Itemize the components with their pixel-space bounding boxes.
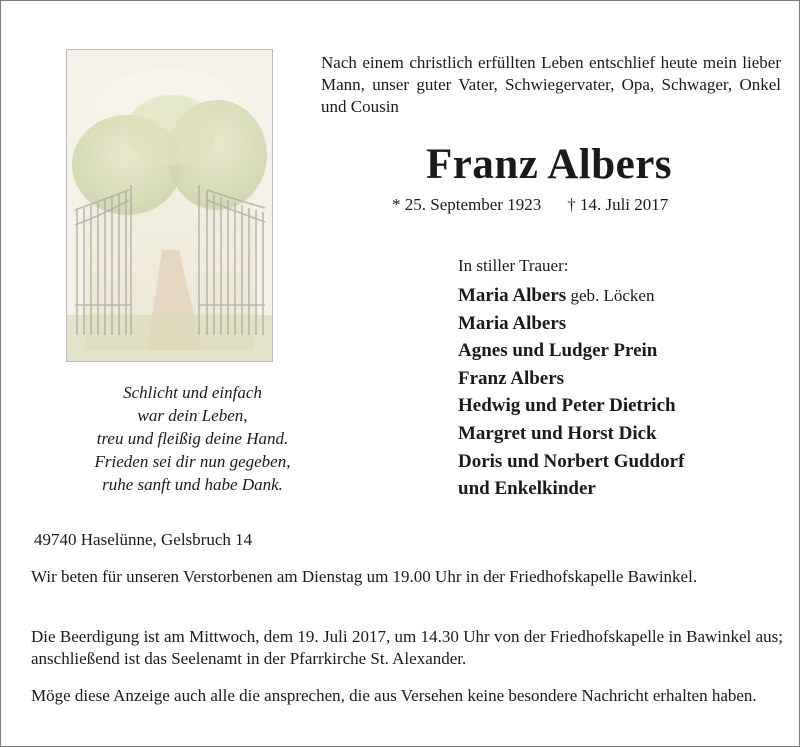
mourners-list — [458, 282, 684, 503]
birth-date: * 25. September 1923 — [392, 195, 542, 214]
poem-line: ruhe sanft und habe Dank. — [102, 475, 283, 494]
mourner-entry: Margret und Horst Dick — [458, 422, 657, 444]
poem-line: Frieden sei dir nun gegeben, — [94, 452, 291, 471]
mourner-note: geb. Löcken — [566, 286, 655, 305]
funeral-paragraph: Die Beerdigung ist am Mittwoch, dem 19. Juli 2017, um 14.30 Uhr von der Friedhofskapelle in Bawinkel aus; anschließend ist das Seelenamt in der Pfarrkirche St. Alexander. — [31, 627, 783, 668]
mourner-entry: Franz Albers — [458, 367, 565, 389]
prayer-paragraph: Wir beten für unseren Verstorbenen am Dienstag um 19.00 Uhr in der Friedhofskapelle Bawinkel. — [31, 567, 698, 586]
mourner-entry: Doris und Norbert Guddorf — [458, 450, 685, 472]
deceased-name: Franz Albers — [425, 141, 673, 188]
poem-line: war dein Leben, — [137, 406, 248, 425]
mourner-entry: Hedwig und Peter Dietrich — [458, 395, 676, 417]
mourner-entry: Maria Albers — [458, 312, 567, 334]
life-dates — [392, 194, 668, 216]
mourner-name: Maria Albers — [458, 285, 567, 306]
mourner-entry: Agnes und Ludger Prein — [458, 340, 658, 362]
address: 49740 Haselünne, Gelsbruch 14 — [34, 530, 253, 549]
notice-paragraph: Möge diese Anzeige auch alle die ansprechen, die aus Versehen keine besondere Nachricht erhalten haben. — [31, 686, 757, 705]
poem-line: Schlicht und einfach — [123, 383, 262, 402]
mourner-entry — [458, 282, 684, 310]
gate-photo — [66, 49, 273, 362]
poem-line: treu und fleißig deine Hand. — [96, 429, 289, 448]
mourner-entry: und Enkelkinder — [458, 478, 596, 500]
death-date: † 14. Juli 2017 — [567, 195, 669, 214]
intro-text: Nach einem christlich erfüllten Leben entschlief heute mein lieber Mann, unser guter Vater, Schwiegervater, Opa, Schwager, Onkel und Cousin — [321, 53, 781, 116]
mourners-label: In stiller Trauer: — [458, 256, 569, 275]
poem — [40, 381, 345, 496]
